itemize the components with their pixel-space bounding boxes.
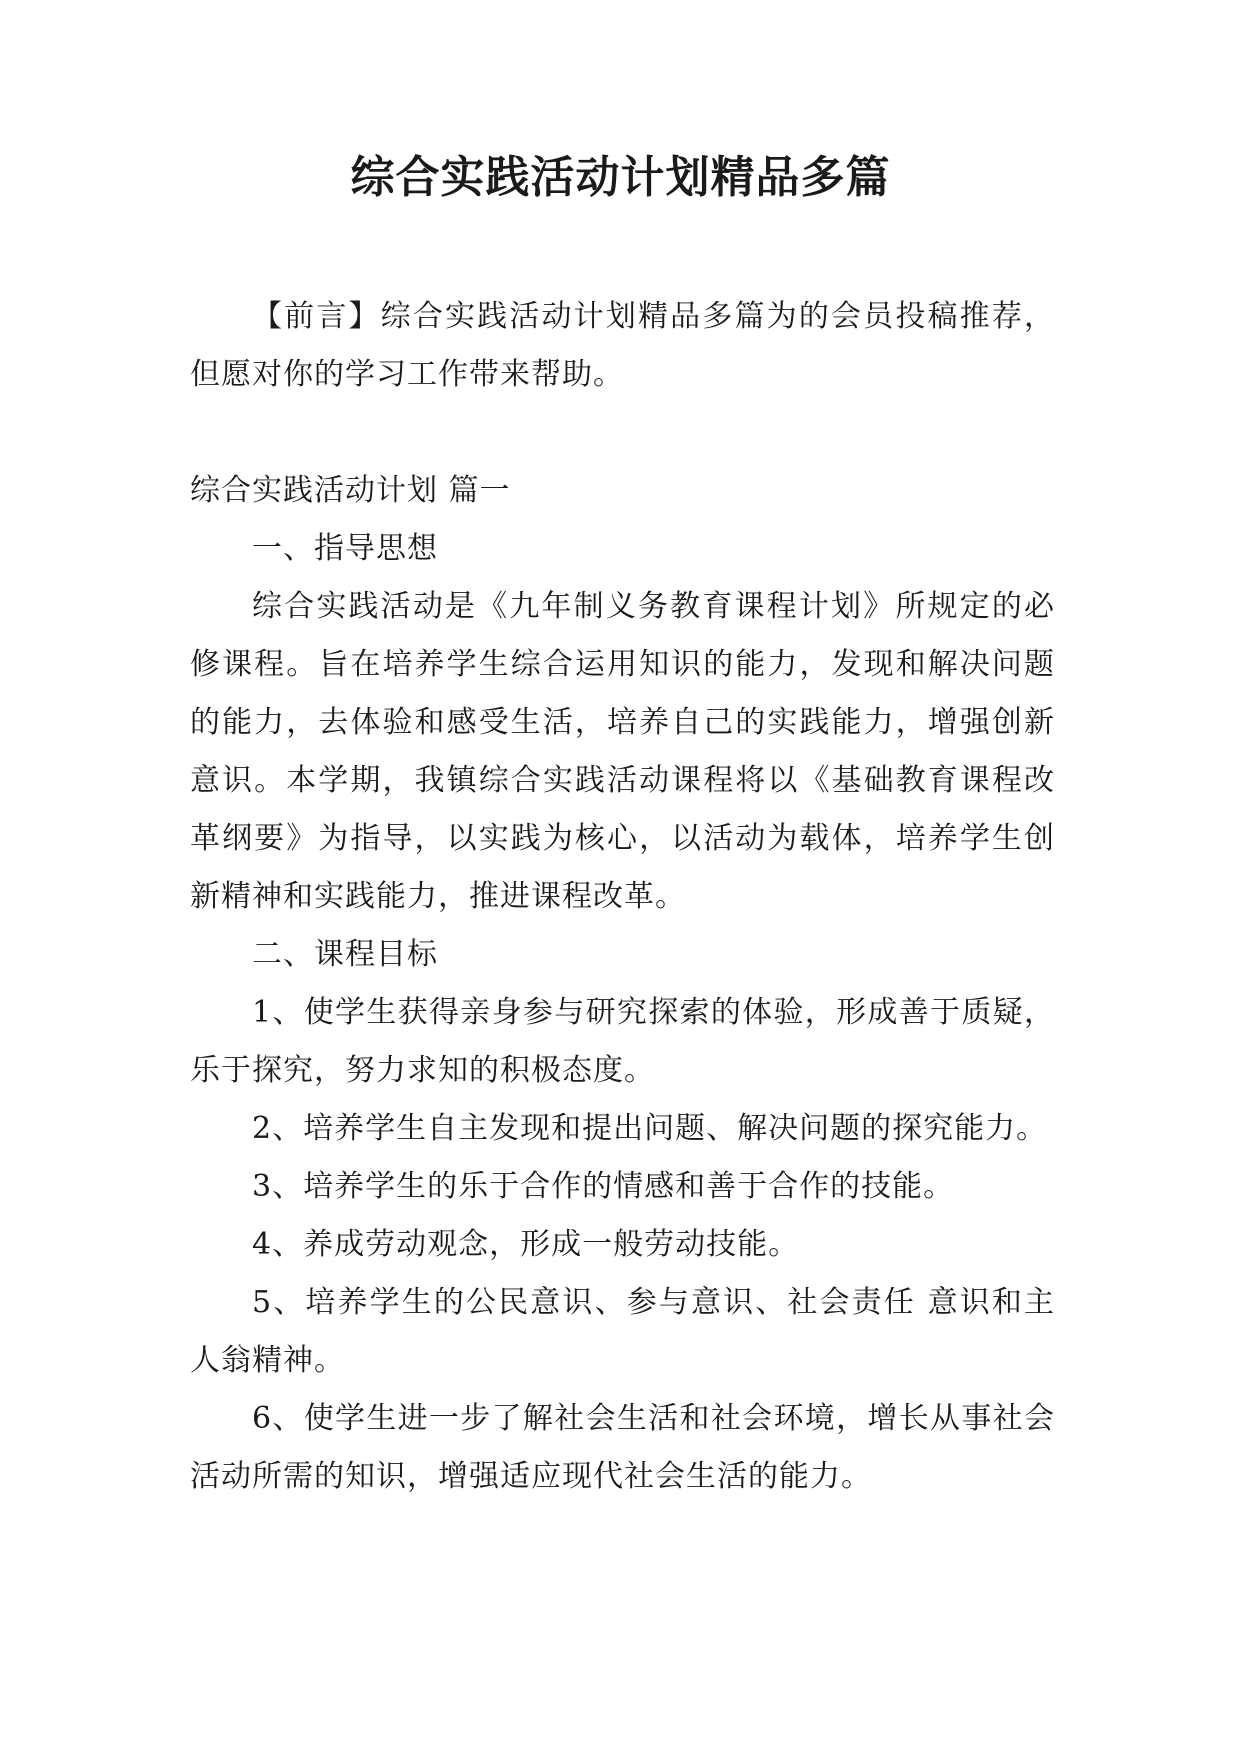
goal-item: 6、使学生进一步了解社会生活和社会环境，增长从事社会活动所需的知识，增强适应现代社会生活的能力。 <box>190 1401 1055 1494</box>
document-body <box>190 288 1055 1506</box>
foreword-paragraph: 【前言】综合实践活动计划精品多篇为的会员投稿推荐，但愿对你的学习工作带来帮助。 <box>190 299 1055 392</box>
goal-item: 3、培养学生的乐于合作的情感和善于合作的技能。 <box>252 1169 955 1204</box>
heading-guiding-ideology: 一、指导思想 <box>252 531 438 566</box>
goal-item: 4、养成劳动观念，形成一般劳动技能。 <box>252 1227 800 1262</box>
goal-item: 1、使学生获得亲身参与研究探索的体验，形成善于质疑，乐于探究，努力求知的积极态度。 <box>190 995 1055 1088</box>
paragraph-guiding-ideology: 综合实践活动是《九年制义务教育课程计划》所规定的必修课程。旨在培养学生综合运用知识的能力，发现和解决问题的能力，去体验和感受生活，培养自己的实践能力，增强创新意识。本学期，我镇综合实践活动课程将以《基础教育课程改革纲要》为指导，以实践为核心，以活动为载体，培养学生创新精神和实践能力，推进课程改革。 <box>190 589 1055 914</box>
heading-course-goals: 二、课程目标 <box>252 937 438 972</box>
section-heading: 综合实践活动计划 篇一 <box>190 473 511 508</box>
goal-item: 5、培养学生的公民意识、参与意识、社会责任 意识和主人翁精神。 <box>190 1285 1055 1378</box>
goal-item: 2、培养学生自主发现和提出问题、解决问题的探究能力。 <box>252 1111 1048 1146</box>
document-title: 综合实践活动计划精品多篇 <box>350 152 891 203</box>
